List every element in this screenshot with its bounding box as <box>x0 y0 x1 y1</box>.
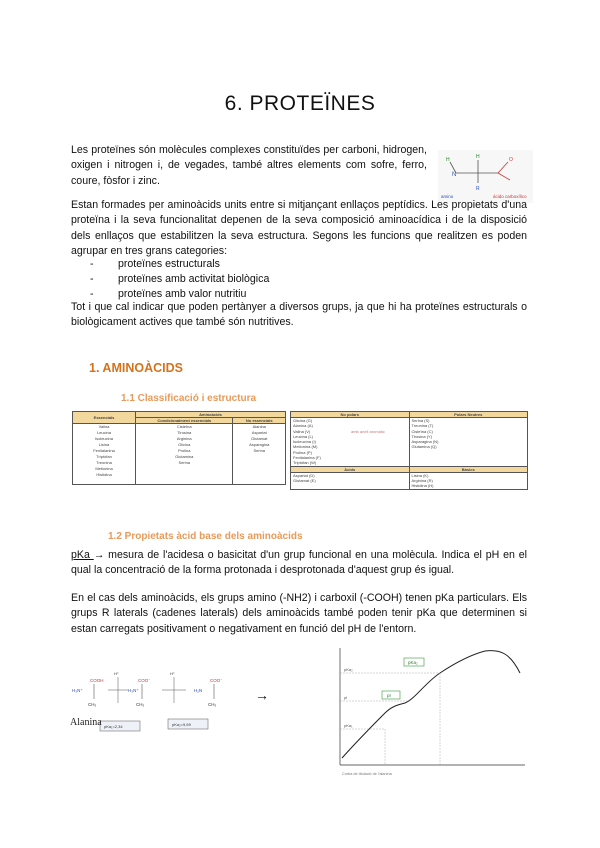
col-nopolars: No polars <box>291 412 410 418</box>
table-cell: Triptòfan (W) <box>293 460 317 466</box>
pka-definition <box>71 548 527 579</box>
pka1-curve-label: pKa₁ <box>344 723 353 728</box>
atom-r-label: R <box>476 186 480 192</box>
col-acids: Àcids <box>291 466 410 472</box>
table-cell: Isoleucina (I) <box>293 439 316 445</box>
ionization-diagram <box>70 669 245 741</box>
pka2-box: pKa₂=9,69 <box>172 722 191 727</box>
atom-o-label: O <box>509 157 513 163</box>
protein-categories-list <box>85 257 485 302</box>
pi-box-label: pI <box>387 693 391 698</box>
table-cell: Prolina <box>178 448 191 453</box>
ch3-label-2: CH₃ <box>136 702 145 707</box>
table-cell: Arginina (R) <box>411 477 433 483</box>
atom-n-label: N <box>452 172 457 178</box>
atom-h1-label: H <box>446 157 450 163</box>
ch3-label-3: CH₃ <box>208 702 217 707</box>
table-cell: Tirosina <box>177 430 192 435</box>
table-cell: Leucina <box>96 430 111 435</box>
page-title: 6. PROTEÏNES <box>224 92 376 115</box>
subheading-acid-base: 1.2 Propietats àcid base dels aminoàcids <box>108 531 303 542</box>
titration-curve-plot <box>330 643 530 779</box>
alanina-label: Alanina <box>70 717 102 728</box>
nh3-label-1: H₃N⁺ <box>72 688 83 693</box>
table-cell: Glutamat (E) <box>293 477 316 483</box>
table-cell: Valina (V) <box>293 428 311 434</box>
carboxylic-acid-label: ácido carboxílico <box>493 194 527 199</box>
col-basics: Bàsics <box>409 466 528 472</box>
pka2-box-label: pKa₂ <box>408 660 418 665</box>
table-cell: Histidina (H) <box>411 483 434 489</box>
polarity-aminoacids-table <box>290 411 528 495</box>
transition-arrow: → <box>255 687 269 703</box>
atom-h2-label: H <box>476 154 480 160</box>
table-cell: Fenilalanina (F) <box>293 455 321 461</box>
amino-acid-structure-figure <box>438 150 533 203</box>
coo-label-2: COO⁻ <box>210 678 223 683</box>
table-cell: Isoleucina <box>94 436 113 441</box>
table-cell: Arginina <box>176 436 192 441</box>
table-cell: Metionina (M) <box>293 444 318 450</box>
h2n-label: H₂N <box>194 688 203 693</box>
cooh-label: COOH <box>90 678 104 683</box>
list-item: - proteïnes amb valor nutritiu <box>85 287 485 302</box>
titration-curve-figure <box>330 643 530 779</box>
table-cell: Cisteïna <box>176 424 192 429</box>
table-cell: Lisina (K) <box>411 472 429 478</box>
list-item: - proteïnes estructurals <box>85 257 485 272</box>
pka-definition-text: → mesura de l'acidesa o basicitat d'un grup funcional en una molècula. Indica el pH en el qual la concentració de la forma protonada i desprotonada d'aquest grup és igual. <box>71 549 527 577</box>
amino-label: amino <box>441 194 454 199</box>
table-cell: Treonina (T) <box>411 423 434 429</box>
col-essencials: Essencials <box>73 412 136 424</box>
table-cell: Prolina (P) <box>293 449 312 455</box>
table-cell: Glicina <box>178 442 191 447</box>
alanine-ionization-figure <box>70 669 245 741</box>
pka2-curve-label: pKa₂ <box>344 667 353 672</box>
pka1-box: pKa₁=2,34 <box>104 724 123 729</box>
table-cell: Valina <box>98 424 110 429</box>
pi-curve-label: pI <box>344 695 348 700</box>
table-cell: Alanina (A) <box>293 423 313 429</box>
table-cell: Glutamina <box>175 454 194 459</box>
list-item: - proteïnes amb activitat biològica <box>85 272 485 287</box>
essential-aminoacids-table <box>72 411 286 495</box>
functions-paragraph: Estan formades per aminoàcids units entre si mitjançant enllaços peptídics. Les propietats d'una proteïna i la seva funcionalitat depenen de la seva composició aminoacídica i de la disposició dels enllaços que estabilitzen la seva estructura. Segons les funcions que realitzen es poden agrupar en tres grans categories: <box>71 199 527 257</box>
table-cell: Fenilalanina <box>93 448 115 453</box>
table-cell: Aspartat (D) <box>293 472 315 478</box>
col-polars: Polars Neutres <box>409 412 528 418</box>
table-cell: Lisina <box>98 442 110 447</box>
subheading-classification: 1.1 Classificació i estructura <box>121 393 257 404</box>
table-cell: Asparagina (N) <box>411 439 439 445</box>
table-cell: Treonina <box>96 460 112 465</box>
table-cell: Alanina <box>252 424 266 429</box>
table-cell: Cisteïna (C) <box>411 428 433 434</box>
table-cell: Leucina (L) <box>293 433 314 439</box>
closing-paragraph: Tot i que cal indicar que poden pertànyer a diversos grups, ja que hi ha proteïnes estructurals o biològicament actives que també són nutritives. <box>71 301 527 329</box>
amino-acid-structure-diagram <box>438 150 533 203</box>
table-cell: Triptòfan <box>96 454 112 459</box>
table-cell: Metionina <box>95 466 113 471</box>
coo-label-1: COO⁻ <box>138 678 151 683</box>
hplus-label-2: H⁺ <box>170 671 175 676</box>
nh3-label-2: H₃N⁺ <box>128 688 139 693</box>
table-cell: Serina <box>253 448 266 453</box>
section-heading-aminoacids: 1. AMINOÀCIDS <box>89 361 183 375</box>
intro-paragraph: Les proteïnes són molècules complexes constituïdes per carboni, hidrogen, oxigen i nitrogen i, de vegades, també altres elements com sofre, ferro, coure, fòsfor i zinc. <box>71 144 427 187</box>
groups-paragraph: En el cas dels aminoàcids, els grups amino (-NH2) i carboxil (-COOH) tenen pKa particulars. Els grups R laterals (cadenes laterals) dels aminoàcids també poden tenir pKa que determinen si estan carregats positivament o negativament en funció del pH de l'entorn. <box>71 592 527 635</box>
table-cell: Glicina (G) <box>293 418 313 423</box>
hplus-label-1: H⁺ <box>114 671 119 676</box>
table-cell: Histidina <box>96 472 112 477</box>
aromatic-note: amb anell aromàtic <box>351 429 385 434</box>
ch3-label-1: CH₃ <box>88 702 97 707</box>
table-cell: Glutamina (Q) <box>411 444 437 450</box>
header-aminoacids: Aminoàcids <box>136 412 286 418</box>
table-cell: Asparagina <box>249 442 270 447</box>
col-condicionals: Condicionalment essencials <box>136 418 233 424</box>
titration-caption: Corba de titulació de l'alanina <box>342 772 392 776</box>
table-cell: Glutamat <box>251 436 268 441</box>
table-cell: Tirosina (Y) <box>411 433 433 439</box>
col-no-essencials: No essencials <box>233 418 286 424</box>
pka-term: pKa <box>71 549 94 561</box>
table-cell: Aspartat <box>251 430 267 435</box>
table-cell: Serina (S) <box>411 418 430 423</box>
table-cell: Serina <box>178 460 191 465</box>
